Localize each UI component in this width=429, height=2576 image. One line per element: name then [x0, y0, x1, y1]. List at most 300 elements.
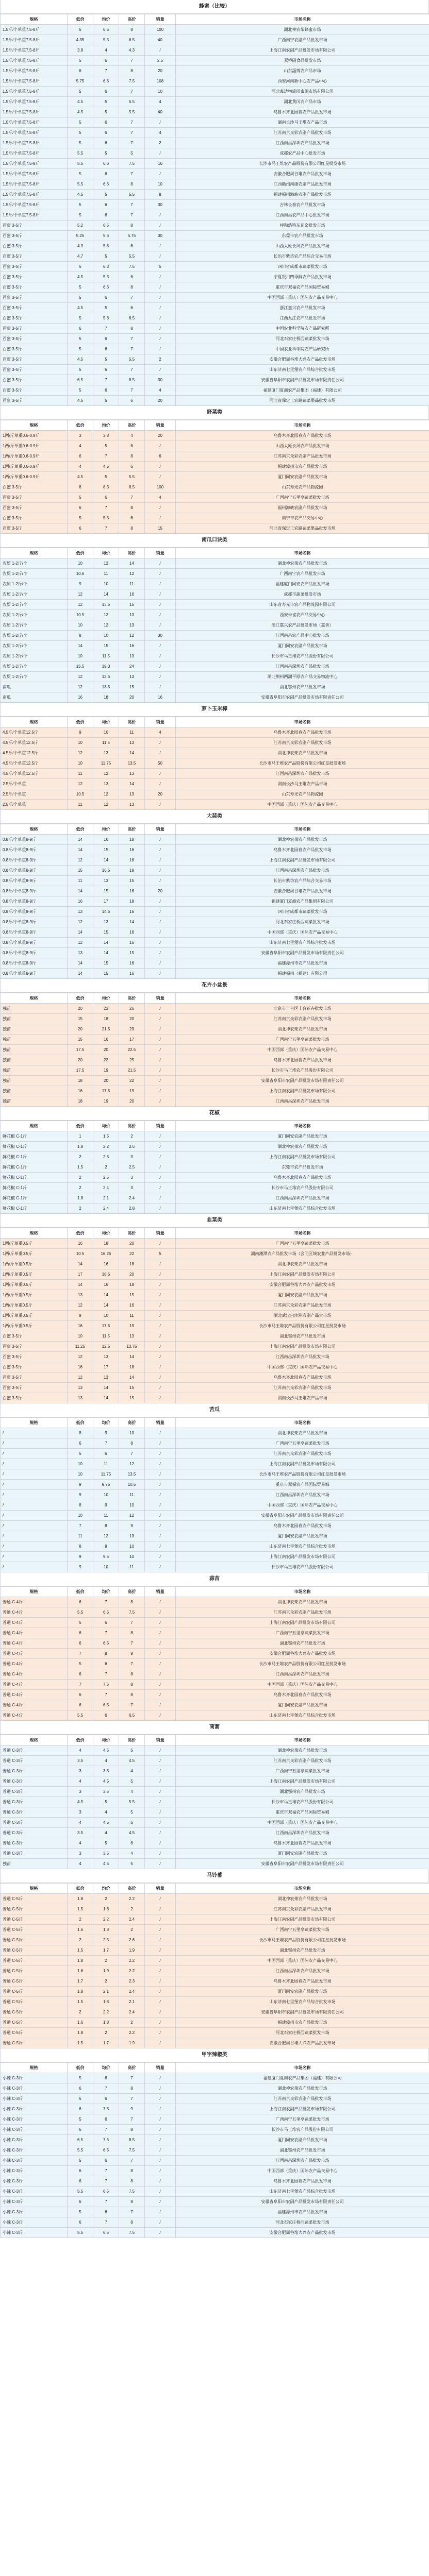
spec-cell: 1.5斤/个单重7.5-8斤 — [1, 159, 68, 169]
volume-cell: / — [145, 1797, 176, 1807]
volume-cell: / — [145, 1894, 176, 1904]
spec-cell: 小辣 C-3斤 — [1, 2114, 68, 2125]
avg-price-cell: 7 — [93, 1669, 119, 1680]
volume-cell: / — [145, 293, 176, 303]
high-price-cell: 12 — [119, 569, 145, 579]
spec-cell: 农贸 1-2斤/个 — [1, 620, 68, 631]
spec-cell: 百蜜 3-5斤 — [1, 221, 68, 231]
volume-cell: / — [145, 866, 176, 876]
low-price-cell: 2 — [68, 2007, 93, 2018]
high-price-cell: 5.5 — [119, 1797, 145, 1807]
market-cell: 成都市蔬菜批发市场 — [176, 589, 429, 600]
avg-price-cell: 17.5 — [93, 1321, 119, 1331]
table-row — [1, 2176, 429, 2187]
spec-cell: 普通 C-3斤 — [1, 1776, 68, 1787]
high-price-cell: 2.8 — [119, 1204, 145, 1214]
spec-cell: 0.8斤/个单重8-9斤 — [1, 876, 68, 886]
table-row — [1, 56, 429, 66]
volume-cell: / — [145, 513, 176, 523]
avg-price-cell: 5.3 — [93, 35, 119, 45]
low-price-cell: 5 — [68, 344, 93, 354]
market-cell: 乌鲁木齐北园春农产品批发市场 — [176, 1690, 429, 1700]
market-cell: 安徽省阜阳市农副产品批发市场有限责任公司 — [176, 375, 429, 385]
market-cell: 广西南宁五里亭蔬菜批发市场 — [176, 1438, 429, 1449]
market-cell: 安徽合肥周谷堆大兴农产品批发市场 — [176, 354, 429, 365]
high-price-cell: 18 — [119, 866, 145, 876]
high-price-cell: 10 — [119, 1500, 145, 1511]
market-cell: 山东济南七里堡农产品综合批发市场 — [176, 1997, 429, 2007]
spec-cell: 1.5斤/个单重7.5-8斤 — [1, 35, 68, 45]
market-cell: 福建漳州市农产品批发市场 — [176, 958, 429, 969]
volume-cell: / — [145, 2073, 176, 2083]
low-price-cell: 10 — [68, 558, 93, 569]
high-price-cell: 10.5 — [119, 1480, 145, 1490]
low-price-cell: 12 — [68, 589, 93, 600]
table-header-row — [1, 1884, 429, 1894]
low-price-cell: 13 — [68, 948, 93, 958]
avg-price-cell: 7 — [93, 2197, 119, 2207]
high-price-cell: 7 — [119, 87, 145, 97]
volume-cell: / — [145, 1849, 176, 1859]
column-header: 低价 — [68, 993, 93, 1004]
spec-cell: 1.5斤/个单重7.5-8斤 — [1, 66, 68, 76]
market-cell: 呼和浩特东瓦窑批发市场 — [176, 221, 429, 231]
table-row — [1, 907, 429, 917]
spec-cell: 独苗 — [1, 1096, 68, 1107]
market-cell: 河北石家庄桥西蔬菜批发市场 — [176, 2217, 429, 2228]
table-row — [1, 2197, 429, 2207]
high-price-cell: 11 — [119, 1490, 145, 1500]
spec-cell: 普通 C-4斤 — [1, 1669, 68, 1680]
high-price-cell: 13 — [119, 769, 145, 779]
spec-cell: 1.5斤/个单重7.5-8斤 — [1, 169, 68, 179]
market-cell: 安徽省阜阳市农副产品批发市场有限责任公司 — [176, 1511, 429, 1521]
high-price-cell: 7 — [119, 344, 145, 354]
spec-cell: / — [1, 1521, 68, 1531]
high-price-cell: 16 — [119, 641, 145, 651]
spec-cell: 普通 C-4斤 — [1, 1659, 68, 1669]
spec-cell: / — [1, 1531, 68, 1541]
volume-cell: / — [145, 241, 176, 251]
spec-cell: / — [1, 1428, 68, 1438]
high-price-cell: 15 — [119, 682, 145, 692]
low-price-cell: 1.6 — [68, 1925, 93, 1935]
column-header: 销量 — [145, 824, 176, 835]
column-header: 均价 — [93, 2063, 119, 2073]
spec-cell: 0.8斤/个单重8-9斤 — [1, 886, 68, 896]
spec-cell: 普通 C-4斤 — [1, 1680, 68, 1690]
volume-cell: 20 — [145, 66, 176, 76]
volume-cell: 40 — [145, 35, 176, 45]
avg-price-cell: 5.6 — [93, 241, 119, 251]
avg-price-cell: 5 — [93, 190, 119, 200]
volume-cell: / — [145, 662, 176, 672]
market-cell: 上海江南农副产品批发市场有限公司 — [176, 2104, 429, 2114]
table-row — [1, 1459, 429, 1469]
low-price-cell: 6.5 — [68, 375, 93, 385]
market-cell: 安徽合肥周谷堆农产品批发市场 — [176, 169, 429, 179]
avg-price-cell: 3.5 — [93, 1787, 119, 1797]
volume-cell: / — [145, 2145, 176, 2156]
volume-cell: / — [145, 1700, 176, 1710]
spec-cell: 百蜜 3-5斤 — [1, 1352, 68, 1362]
spec-cell: 普通 C-4斤 — [1, 1597, 68, 1607]
high-price-cell: 8 — [119, 503, 145, 513]
high-price-cell: 16 — [119, 969, 145, 979]
market-cell: 江西南昌深圳农产品批发市场 — [176, 1669, 429, 1680]
avg-price-cell: 6 — [93, 2094, 119, 2104]
spec-cell: 2.5斤/个单重 — [1, 779, 68, 789]
spec-cell: 百蜜 3-5斤 — [1, 523, 68, 534]
avg-price-cell: 1.5 — [93, 1131, 119, 1142]
spec-cell: 小辣 C-3斤 — [1, 2145, 68, 2156]
table-row — [1, 1469, 429, 1480]
market-cell: 乌鲁木齐北园春农产品批发市场 — [176, 845, 429, 855]
low-price-cell: 1.8 — [68, 2028, 93, 2038]
low-price-cell: 9 — [68, 1480, 93, 1490]
low-price-cell: 1.8 — [68, 1193, 93, 1204]
high-price-cell: 5 — [119, 1859, 145, 1869]
volume-cell: / — [145, 2094, 176, 2104]
low-price-cell: 7 — [68, 1521, 93, 1531]
volume-cell: / — [145, 1173, 176, 1183]
market-cell: 福建福州（福建）有限公司 — [176, 969, 429, 979]
market-cell: 河北鑫达物流园蜜源市场有限公司 — [176, 87, 429, 97]
table-row — [1, 1904, 429, 1914]
volume-cell: 20 — [145, 886, 176, 896]
avg-price-cell: 12 — [93, 1531, 119, 1541]
avg-price-cell: 7.5 — [93, 1680, 119, 1690]
low-price-cell: 1.7 — [68, 1976, 93, 1987]
avg-price-cell: 12.5 — [93, 1342, 119, 1352]
column-header: 销量 — [145, 993, 176, 1004]
low-price-cell: 6 — [68, 324, 93, 334]
avg-price-cell: 14 — [93, 948, 119, 958]
table-row — [1, 1710, 429, 1721]
table-row — [1, 1490, 429, 1500]
high-price-cell: 4 — [119, 1849, 145, 1859]
high-price-cell: 11 — [119, 1311, 145, 1321]
avg-price-cell: 6.5 — [93, 1607, 119, 1618]
avg-price-cell: 9 — [93, 1428, 119, 1438]
table-row — [1, 558, 429, 569]
spec-cell: 普通 C-5斤 — [1, 1894, 68, 1904]
low-price-cell: 17.5 — [68, 1045, 93, 1055]
table-header-row — [1, 824, 429, 835]
low-price-cell: 17 — [68, 1269, 93, 1280]
avg-price-cell: 7 — [93, 1690, 119, 1700]
spec-cell: 百蜜 3-5斤 — [1, 272, 68, 282]
table-row — [1, 1945, 429, 1956]
market-cell: 福建漳州市农产品批发市场 — [176, 462, 429, 472]
volume-cell: / — [145, 1541, 176, 1552]
table-row — [1, 1628, 429, 1638]
avg-price-cell: 7 — [93, 2083, 119, 2094]
spec-cell: 1.5斤/个单重7.5-8斤 — [1, 148, 68, 159]
high-price-cell: 13 — [119, 1531, 145, 1541]
avg-price-cell: 7 — [93, 2217, 119, 2228]
high-price-cell: 7 — [119, 1638, 145, 1649]
market-cell: 长沙市马王堆农产品股份有限公司红星批发市场 — [176, 1659, 429, 1669]
spec-cell: 普通 C-3斤 — [1, 1838, 68, 1849]
volume-cell: / — [145, 641, 176, 651]
high-price-cell: 2.3 — [119, 1976, 145, 1987]
section-title: 甲字辣椒类 — [0, 2048, 429, 2062]
low-price-cell: 4.5 — [68, 303, 93, 313]
volume-cell: / — [145, 1004, 176, 1014]
avg-price-cell: 6 — [93, 210, 119, 221]
market-cell: 乌鲁木齐北园春农产品批发市场 — [176, 431, 429, 441]
column-header: 低价 — [68, 1228, 93, 1239]
volume-cell: / — [145, 169, 176, 179]
avg-price-cell: 19.3 — [93, 662, 119, 672]
spec-cell: 1两/斤单重0.5斤 — [1, 1300, 68, 1311]
section-title: 苦瓜 — [0, 1403, 429, 1417]
volume-cell: / — [145, 917, 176, 927]
volume-cell: / — [145, 282, 176, 293]
volume-cell: / — [145, 1290, 176, 1300]
market-cell: 长沙市马王堆农产品股份有限公司 — [176, 1065, 429, 1076]
high-price-cell: 7.5 — [119, 262, 145, 272]
avg-price-cell: 15 — [93, 958, 119, 969]
low-price-cell: 6 — [68, 2176, 93, 2187]
column-header: 规格 — [1, 993, 68, 1004]
low-price-cell: 1.5 — [68, 1904, 93, 1914]
table-row — [1, 1438, 429, 1449]
table-row — [1, 641, 429, 651]
low-price-cell: 5 — [68, 2073, 93, 2083]
avg-price-cell: 2 — [93, 2028, 119, 2038]
spec-cell: / — [1, 1500, 68, 1511]
spec-cell: 普通 C-5斤 — [1, 1956, 68, 1966]
avg-price-cell: 4.5 — [93, 462, 119, 472]
spec-cell: 普通 C-5斤 — [1, 1945, 68, 1956]
spec-cell: 独苗 — [1, 1045, 68, 1055]
table-row — [1, 738, 429, 748]
section-title: 马铃薯 — [0, 1869, 429, 1883]
low-price-cell: 5 — [68, 25, 93, 35]
low-price-cell: 10.6 — [68, 569, 93, 579]
high-price-cell: 20 — [119, 1239, 145, 1249]
market-cell: 厦门同安农副产品批发市场 — [176, 472, 429, 482]
low-price-cell: 4.35 — [68, 35, 93, 45]
low-price-cell: 5 — [68, 2207, 93, 2217]
table-header-row — [1, 1121, 429, 1131]
low-price-cell: 12 — [68, 748, 93, 758]
market-cell: 厦门同安农副产品批发市场 — [176, 1531, 429, 1541]
high-price-cell: 8 — [119, 451, 145, 462]
low-price-cell: 6 — [68, 2125, 93, 2135]
table-row — [1, 631, 429, 641]
table-row — [1, 262, 429, 272]
high-price-cell: 18 — [119, 896, 145, 907]
low-price-cell: 6 — [68, 523, 93, 534]
high-price-cell: 3 — [119, 1152, 145, 1162]
column-header: 低价 — [68, 2063, 93, 2073]
low-price-cell: 8 — [68, 1428, 93, 1438]
table-row — [1, 200, 429, 210]
market-cell: 双桥副食品批发市场 — [176, 56, 429, 66]
market-cell: 湖北武汉白沙洲农副产品大市场 — [176, 1311, 429, 1321]
low-price-cell: 1.8 — [68, 1894, 93, 1904]
market-cell: 山东济南七里堡农产品综合批发市场 — [176, 1204, 429, 1214]
table-row — [1, 1076, 429, 1086]
low-price-cell: 14 — [68, 845, 93, 855]
avg-price-cell: 16 — [93, 835, 119, 845]
spec-cell: 独苗 — [1, 1086, 68, 1096]
spec-cell: 鲜花椒 C-1斤 — [1, 1142, 68, 1152]
avg-price-cell: 6.5 — [93, 2187, 119, 2197]
column-header: 规格 — [1, 1884, 68, 1894]
low-price-cell: 5 — [68, 493, 93, 503]
low-price-cell: 5 — [68, 513, 93, 523]
spec-cell: 百蜜 3-5斤 — [1, 313, 68, 324]
avg-price-cell: 6 — [93, 2114, 119, 2125]
column-header: 低价 — [68, 548, 93, 558]
avg-price-cell: 9 — [93, 1541, 119, 1552]
low-price-cell: 11 — [68, 769, 93, 779]
table-row — [1, 324, 429, 334]
volume-cell: / — [145, 1659, 176, 1669]
avg-price-cell: 5.8 — [93, 313, 119, 324]
avg-price-cell: 7.5 — [93, 2104, 119, 2114]
low-price-cell: 6 — [68, 1597, 93, 1607]
high-price-cell: 6.5 — [119, 313, 145, 324]
market-cell: 湖北荆州两湖平原农产品交易物流中心 — [176, 672, 429, 682]
low-price-cell: 15.5 — [68, 662, 93, 672]
table-row — [1, 1659, 429, 1669]
high-price-cell: 7.5 — [119, 2228, 145, 2238]
low-price-cell: 12 — [68, 672, 93, 682]
avg-price-cell: 16 — [93, 1259, 119, 1269]
section-title: 野菜类 — [0, 406, 429, 420]
spec-cell: 百蜜 3-5斤 — [1, 1342, 68, 1352]
avg-price-cell: 12 — [93, 620, 119, 631]
market-cell: 四川省成都市蔬菜批发市场 — [176, 907, 429, 917]
avg-price-cell: 11.5 — [93, 1331, 119, 1342]
high-price-cell: 7 — [119, 385, 145, 396]
avg-price-cell: 2 — [93, 1976, 119, 1987]
high-price-cell: 8 — [119, 221, 145, 231]
avg-price-cell: 4 — [93, 1756, 119, 1766]
high-price-cell: 8 — [119, 324, 145, 334]
volume-cell: / — [145, 2187, 176, 2197]
market-cell: 长沙市马王堆农产品股份有限公司红星批发市场 — [176, 1469, 429, 1480]
volume-cell: / — [145, 2125, 176, 2135]
table-row — [1, 800, 429, 810]
high-price-cell: 7 — [119, 1659, 145, 1669]
table-row — [1, 1552, 429, 1562]
avg-price-cell: 12 — [93, 769, 119, 779]
low-price-cell: 4.5 — [68, 97, 93, 107]
high-price-cell: 16 — [119, 845, 145, 855]
spec-cell: 1两/斤单重0.5斤 — [1, 1249, 68, 1259]
table-row — [1, 2094, 429, 2104]
spec-cell: 1两/斤单重0.6-0.9斤 — [1, 451, 68, 462]
column-header: 低价 — [68, 1121, 93, 1131]
avg-price-cell: 4 — [93, 1807, 119, 1818]
table-row — [1, 2028, 429, 2038]
volume-cell: / — [145, 2007, 176, 2018]
avg-price-cell: 1.7 — [93, 1945, 119, 1956]
market-cell: 湖北神农架农产品批发市场 — [176, 1142, 429, 1152]
high-price-cell: 2.1 — [119, 1997, 145, 2007]
price-table — [0, 1883, 429, 2048]
spec-cell: 农贸 1-2斤/个 — [1, 641, 68, 651]
spec-cell: 1两/斤单重0.6-0.9斤 — [1, 431, 68, 441]
table-row — [1, 1607, 429, 1618]
volume-cell: / — [145, 1193, 176, 1204]
table-row — [1, 835, 429, 845]
high-price-cell: 9 — [119, 2104, 145, 2114]
low-price-cell: 4 — [68, 441, 93, 451]
table-header-row — [1, 1587, 429, 1597]
volume-cell: / — [145, 503, 176, 513]
high-price-cell: 2 — [119, 1131, 145, 1142]
market-cell: 湖南湘潭农产品批发市场（会同区域农业产品批发市场） — [176, 1249, 429, 1259]
high-price-cell: 7 — [119, 293, 145, 303]
avg-price-cell: 5 — [93, 396, 119, 406]
market-cell: 江西南昌深圳农产品批发市场 — [176, 1096, 429, 1107]
table-row — [1, 385, 429, 396]
column-header: 销量 — [145, 548, 176, 558]
market-cell: 上海江南农副产品批发市场有限公司 — [176, 1914, 429, 1925]
market-cell: 西安河南新中心农产品中心 — [176, 76, 429, 87]
volume-cell: / — [145, 779, 176, 789]
table-row — [1, 579, 429, 589]
volume-cell: / — [145, 313, 176, 324]
high-price-cell: 18 — [119, 1259, 145, 1269]
table-row — [1, 938, 429, 948]
spec-cell: 1.5斤/个单重7.5-8斤 — [1, 56, 68, 66]
table-row — [1, 1935, 429, 1945]
low-price-cell: 6 — [68, 1628, 93, 1638]
market-cell: 广西南宁五里亭蔬菜批发市场 — [176, 1239, 429, 1249]
high-price-cell: 13 — [119, 789, 145, 800]
spec-cell: 鲜花椒 C-1斤 — [1, 1173, 68, 1183]
low-price-cell: 12 — [68, 1352, 93, 1362]
high-price-cell: 5 — [119, 1745, 145, 1756]
volume-cell: / — [145, 800, 176, 810]
low-price-cell: 6 — [68, 2217, 93, 2228]
market-cell: 长沙市马王堆农产品股份有限公司红星批发市场 — [176, 1321, 429, 1331]
spec-cell: 4.5斤/个单重12.5斤 — [1, 758, 68, 769]
low-price-cell: 3 — [68, 1787, 93, 1797]
column-header: 市场名称 — [176, 14, 429, 25]
table-row — [1, 1649, 429, 1659]
volume-cell: 40 — [145, 107, 176, 117]
market-cell: 上海江南农副产品批发市场有限公司 — [176, 1776, 429, 1787]
market-cell: 山东寿光农产品物流园 — [176, 482, 429, 493]
avg-price-cell: 5.3 — [93, 272, 119, 282]
spec-cell: 百蜜 3-5斤 — [1, 354, 68, 365]
column-header: 市场名称 — [176, 1587, 429, 1597]
low-price-cell: 5.2 — [68, 221, 93, 231]
column-header: 销量 — [145, 14, 176, 25]
avg-price-cell: 5 — [93, 97, 119, 107]
high-price-cell: 7 — [119, 2207, 145, 2217]
high-price-cell: 7 — [119, 365, 145, 375]
high-price-cell: 2 — [119, 1925, 145, 1935]
table-row — [1, 866, 429, 876]
avg-price-cell: 6 — [93, 293, 119, 303]
spec-cell: 小辣 C-3斤 — [1, 2094, 68, 2104]
spec-cell: 百蜜 3-5斤 — [1, 334, 68, 344]
spec-cell: 独苗 — [1, 1004, 68, 1014]
volume-cell: / — [145, 303, 176, 313]
table-row — [1, 482, 429, 493]
market-cell: 中国西部（重庆）国际农产品交易中心 — [176, 927, 429, 938]
